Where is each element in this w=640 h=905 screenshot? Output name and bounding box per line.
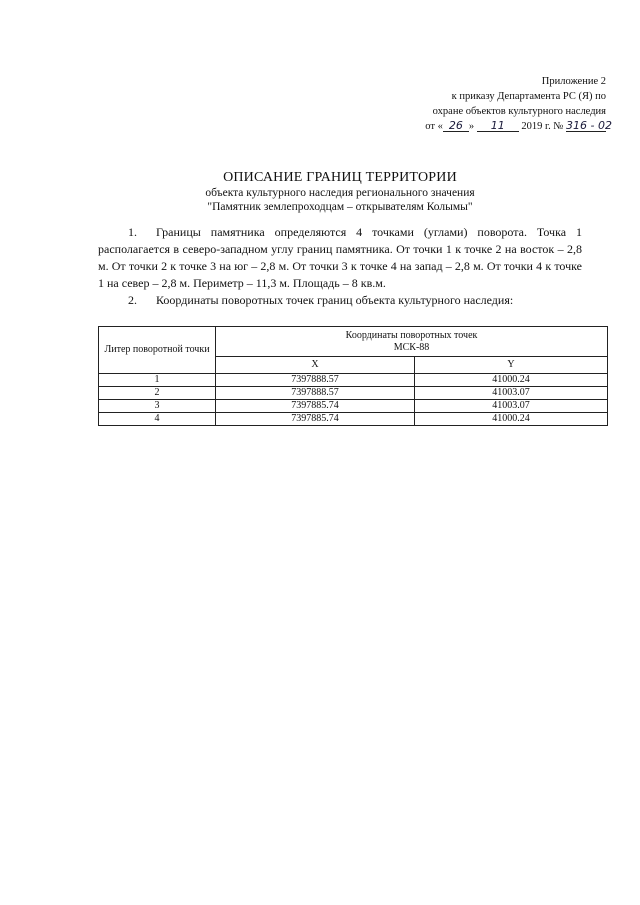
paragraph-text: Границы памятника определяются 4 точками (углами) поворота. Точка 1 располагается в северо-западном углу границ памятника. От точки 1 к точке 2 на восток – 2,8 м. От точки 2 к точке 3 на юг – 2,8 м. От точки 3 к точке 4 на запад – 2,8 м. От точки 4 к точке 1 на север – 2,8 м. Периметр – 11,3 м. Площадь – 8 кв.м. — [98, 225, 582, 290]
cell-y: 41003.07 — [415, 400, 608, 413]
appendix-order-ref: к приказу Департамента РС (Я) по — [451, 91, 606, 102]
cell-point: 1 — [99, 374, 216, 387]
title-block — [0, 170, 640, 214]
appendix-title: Приложение 2 — [541, 76, 606, 87]
cell-point: 2 — [99, 387, 216, 400]
table-header-row — [99, 327, 608, 357]
paragraph-text: Координаты поворотных точек границ объекта культурного наследия: — [156, 293, 514, 307]
date-year: 2019 г. № — [521, 121, 564, 132]
cell-point: 4 — [99, 413, 216, 426]
appendix-header — [346, 74, 612, 134]
cell-y: 41003.07 — [415, 387, 608, 400]
table-row — [99, 374, 608, 387]
header-y: Y — [415, 357, 608, 374]
header-x: X — [216, 357, 415, 374]
paragraph-2 — [98, 292, 582, 309]
paragraph-number: 1. — [128, 225, 137, 239]
body-text — [98, 224, 582, 309]
handwritten-day: 26 — [443, 120, 469, 132]
handwritten-order-number: 316 - 02 — [566, 119, 612, 132]
cell-point: 3 — [99, 400, 216, 413]
header-liter: Литер поворотной точки — [99, 327, 216, 374]
coordinates-table — [98, 326, 608, 426]
document-subtitle-2: "Памятник землепроходцам – открывателям Колымы" — [207, 201, 473, 213]
paragraph-number: 2. — [128, 293, 137, 307]
document-subtitle-1: объекта культурного наследия регионального значения — [205, 187, 475, 199]
document-title: ОПИСАНИЕ ГРАНИЦ ТЕРРИТОРИИ — [223, 170, 457, 185]
table-row — [99, 413, 608, 426]
cell-x: 7397888.57 — [216, 374, 415, 387]
cell-x: 7397888.57 — [216, 387, 415, 400]
cell-x: 7397885.74 — [216, 413, 415, 426]
header-coordinates-line2: МСК-88 — [393, 341, 430, 353]
paragraph-1 — [98, 224, 582, 292]
handwritten-month: 11 — [477, 120, 519, 132]
header-coordinates-line1: Координаты поворотных точек — [345, 329, 478, 341]
table-row — [99, 400, 608, 413]
cell-y: 41000.24 — [415, 413, 608, 426]
header-coordinates — [216, 327, 608, 357]
date-prefix: от « — [425, 121, 443, 132]
appendix-department: охране объектов культурного наследия — [432, 106, 606, 117]
date-mid: » — [468, 121, 475, 132]
cell-x: 7397885.74 — [216, 400, 415, 413]
cell-y: 41000.24 — [415, 374, 608, 387]
table-row — [99, 387, 608, 400]
appendix-date-line — [346, 119, 612, 134]
